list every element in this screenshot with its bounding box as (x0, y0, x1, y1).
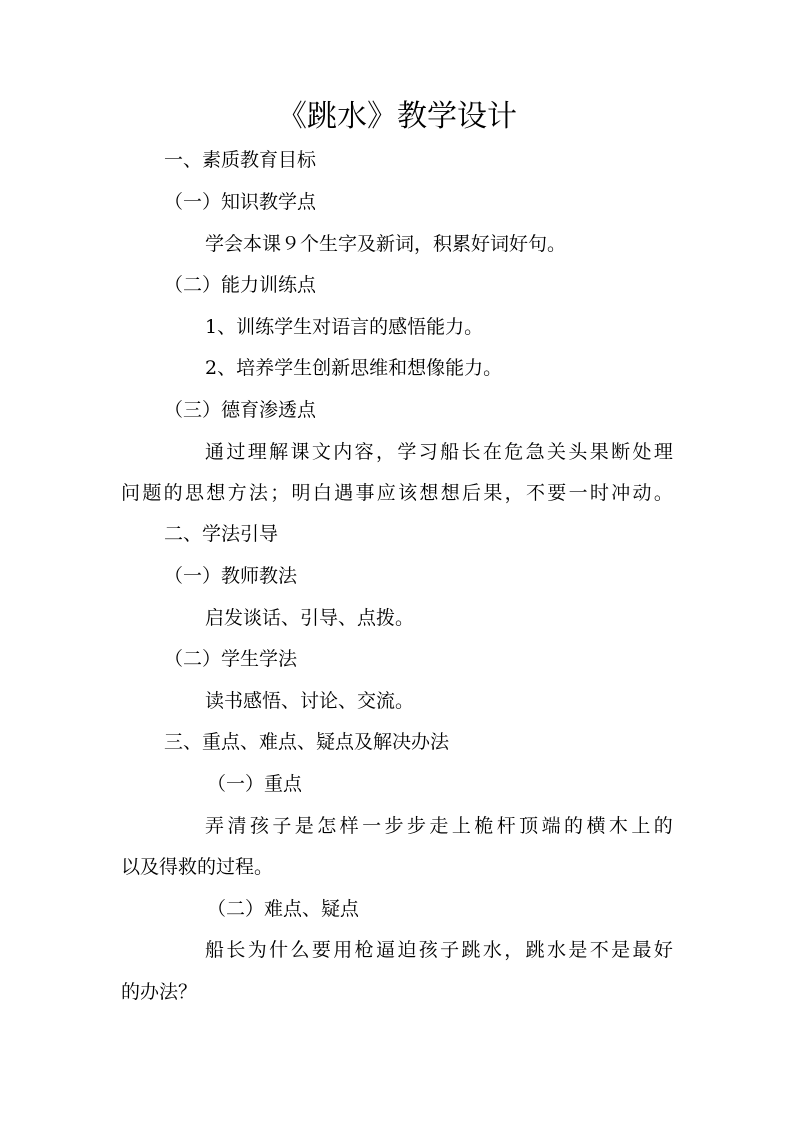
subsection-heading: （二）能力训练点 (164, 274, 317, 296)
paragraph-justified: 问 题 的 思 想 方 法 ； 明 白 遇 事 应 该 想 想 后 果 ， 不 要 一 时 冲 动 。 (121, 482, 673, 504)
paragraph: 以及得救的过程。 (121, 856, 274, 878)
list-item: 2、培养学生创新思维和想像能力。 (205, 357, 503, 379)
paragraph: 读书感悟、讨论、交流。 (205, 690, 415, 712)
list-item: 1、训练学生对语言的感悟能力。 (205, 316, 484, 338)
paragraph: 学会本课９个生字及新词，积累好词好句。 (205, 233, 567, 255)
subsection-heading: （一）重点 (207, 773, 303, 795)
paragraph: 的办法？ (121, 981, 198, 1003)
paragraph-justified: 通 过 理 解 课 文 内 容 ， 学 习 船 长 在 危 急 关 头 果 断 处 理 (205, 441, 673, 463)
subsection-heading: （三）德育渗透点 (164, 399, 317, 421)
subsection-heading: （二）难点、疑点 (207, 898, 360, 920)
subsection-heading: （一）教师教法 (164, 565, 298, 587)
paragraph-justified: 弄 清 孩 子 是 怎 样 一 步 步 走 上 桅 杆 顶 端 的 横 木 上 的 (205, 815, 673, 837)
paragraph: 启发谈话、引导、点拨。 (205, 607, 415, 629)
paragraph-justified: 船 长 为 什 么 要 用 枪 逼 迫 孩 子 跳 水 ， 跳 水 是 不 是 最 好 (205, 939, 673, 961)
document-title: 《跳水》教学设计 (277, 99, 517, 134)
section-heading-2: 二、学法引导 (164, 523, 279, 545)
section-heading-3: 三、重点、难点、疑点及解决办法 (164, 731, 450, 753)
subsection-heading: （二）学生学法 (164, 648, 298, 670)
section-heading-1: 一、素质教育目标 (164, 149, 317, 171)
subsection-heading: （一）知识教学点 (164, 191, 317, 213)
